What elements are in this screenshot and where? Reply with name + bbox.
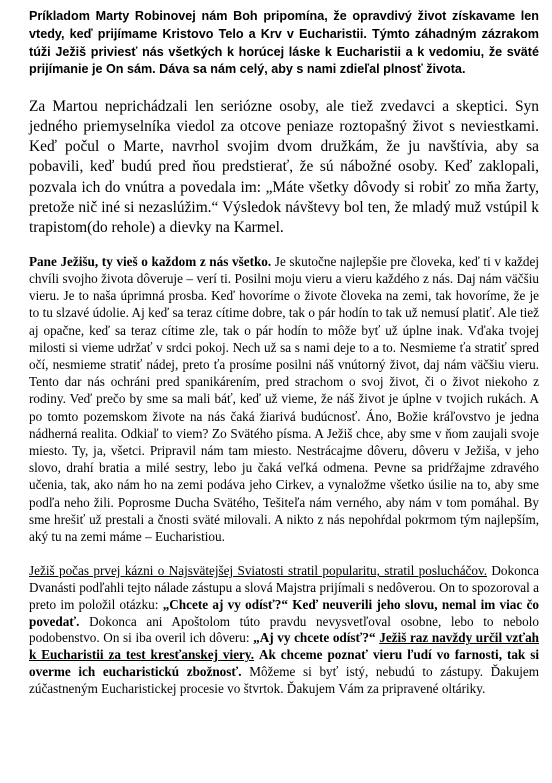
bold-statement: Ak chceme poznať vieru ľudí vo farnosti, tak si overme ich eucharistickú zbožnosť.: [29, 647, 539, 680]
intro-paragraph: Príkladom Marty Robinovej nám Boh pripomína, že opravdivý život získavame len vtedy, keď prijímame Kristovo Telo a Krv v Eucharistii. Týmto záhadným zázrakom túži Ježiš priviesť nás všetkých k horúcej láske k Eucharistii a k vedomiu, že sväté prijímanie je On sám. Dáva sa nám celý, aby s nami zdieľal plnosť života.: [29, 9, 539, 77]
bold-question-2: „Aj vy chcete odísť?“: [253, 630, 376, 646]
eucharist-paragraph: [29, 563, 539, 697]
story-paragraph: Za Martou neprichádzali len seriózne osoby, ale tiež zvedavci a skeptici. Syn jedného priemyselníka viedol za otcove peniaze roztopašný život s neviestkami. Keď počul o Marte, navrhol svojim dvom družkám, že ju navštívia, aby sa pobavili, keď budú pred ňou predstierať, že sú nábožné osoby. Keď zaklopali, pozvala ich do vnútra a povedala im: „Máte všetky dôvody si robiť zo mňa žarty, pretože nič iné si nezaslúžim.“ Výsledok návštevy bol ten, že mladý muž vstúpil k trapistom(do rehole) a dievky na Karmel.: [29, 98, 539, 236]
prayer-paragraph: [29, 253, 539, 545]
document-page: [29, 8, 539, 698]
paragraph-text-1: Dokonca Dvanásti podľahli tejto nálade zástupu a slová Majstra prijímali s nedôverou. On to spozoroval a preto im položil otázku:: [29, 563, 539, 612]
prayer-lead: Pane Ježišu, ty vieš o každom z nás všetko.: [29, 253, 272, 269]
bold-underlined-statement: Ježiš raz navždy určil vzťah k Eucharistii za test kresťanskej viery.: [29, 630, 539, 663]
underlined-heading-sentence: Ježiš počas prvej kázni o Najsvätejšej Sviatosti stratil popularitu, stratil poslucháčov.: [29, 563, 488, 579]
prayer-body: Je skutočne najlepšie pre človeka, keď ti v každej chvíli svojho života dôveruje – verí ti. Posilni moju vieru a vieru každého z nás. Daj nám väčšiu vieru. Je to naša úprimná prosba. Keď hovoríme o živote človeka na zemi, tak hovoríme, že je to tu slzavé údolie. Aj keď sa teraz cítime dobre, tak o pár hodín to tak už nemusí platiť. Ale tiež aj opačne, keď sa teraz cítime zle, tak o pár hodín to môže byť už úplne inak. Vďaka tvojej milosti si vieme udržať v srdci pokoj. Nech už sa s nami deje to a to. Nesmieme ťa stratiť spred očí, nesmieme stratiť nádej, preto ťa prosíme posilni náš vnútorný život, daj nám väčšiu vieru. Tento dar nás ochráni pred spanikárením, pred strachom o svoj život, či o život niekoho z rodiny. Veď prečo by sme sa mali báť, keď už vieme, že náš život je úplne v tvojich rukách. A po tomto pozemskom živote na nás čaká žiarivá budúcnosť. Áno, Božie kráľovstvo je jedna nádherná realita. Odkiaľ to viem? Zo Svätého písma. A Ježiš chce, aby sme v ňom zaujali svoje miesto. Ty, ja, všetci. Pripravil nám tam miesto. Nestrácajme dôveru, dôveru v Ježiša, v jeho slovo, drahí bratia a milé sestry, lebo ju čaká veľká odmena. Pevne sa pridŕžajme zdravého učenia, tak, ako nám ho na zemi podáva jeho Cirkev, a vynaložme všetko úsilie na to, aby sme podľa neho žili. Poprosme Ducha Svätého, Tešiteľa nám verného, aby nám v tom pomáhal. By sme hrešiť už prestali a čnosti sväté milovali. A nikto z nás nepohŕdal pokrmom tým najlepším, aký tu na zemi máme – Eucharistiou.: [29, 253, 539, 545]
paragraph-text-5: Môžeme si byť istý, nebudú to zástupy. Ďakujem zúčastneným Eucharistickej procesie vo štvrtok. Ďakujem Vám za pripravené oltáriky.: [29, 664, 539, 696]
paragraph-text-2: Dokonca ani Apoštolom túto pravdu nevysvetľoval osobne, lebo to nebolo podobenstvo. On si iba overil ich dôveru:: [29, 613, 539, 646]
bold-question-1: „Chcete aj vy odísť?“ Keď neuverili jeho slovu, nemal im viac čo povedať.: [29, 596, 539, 629]
